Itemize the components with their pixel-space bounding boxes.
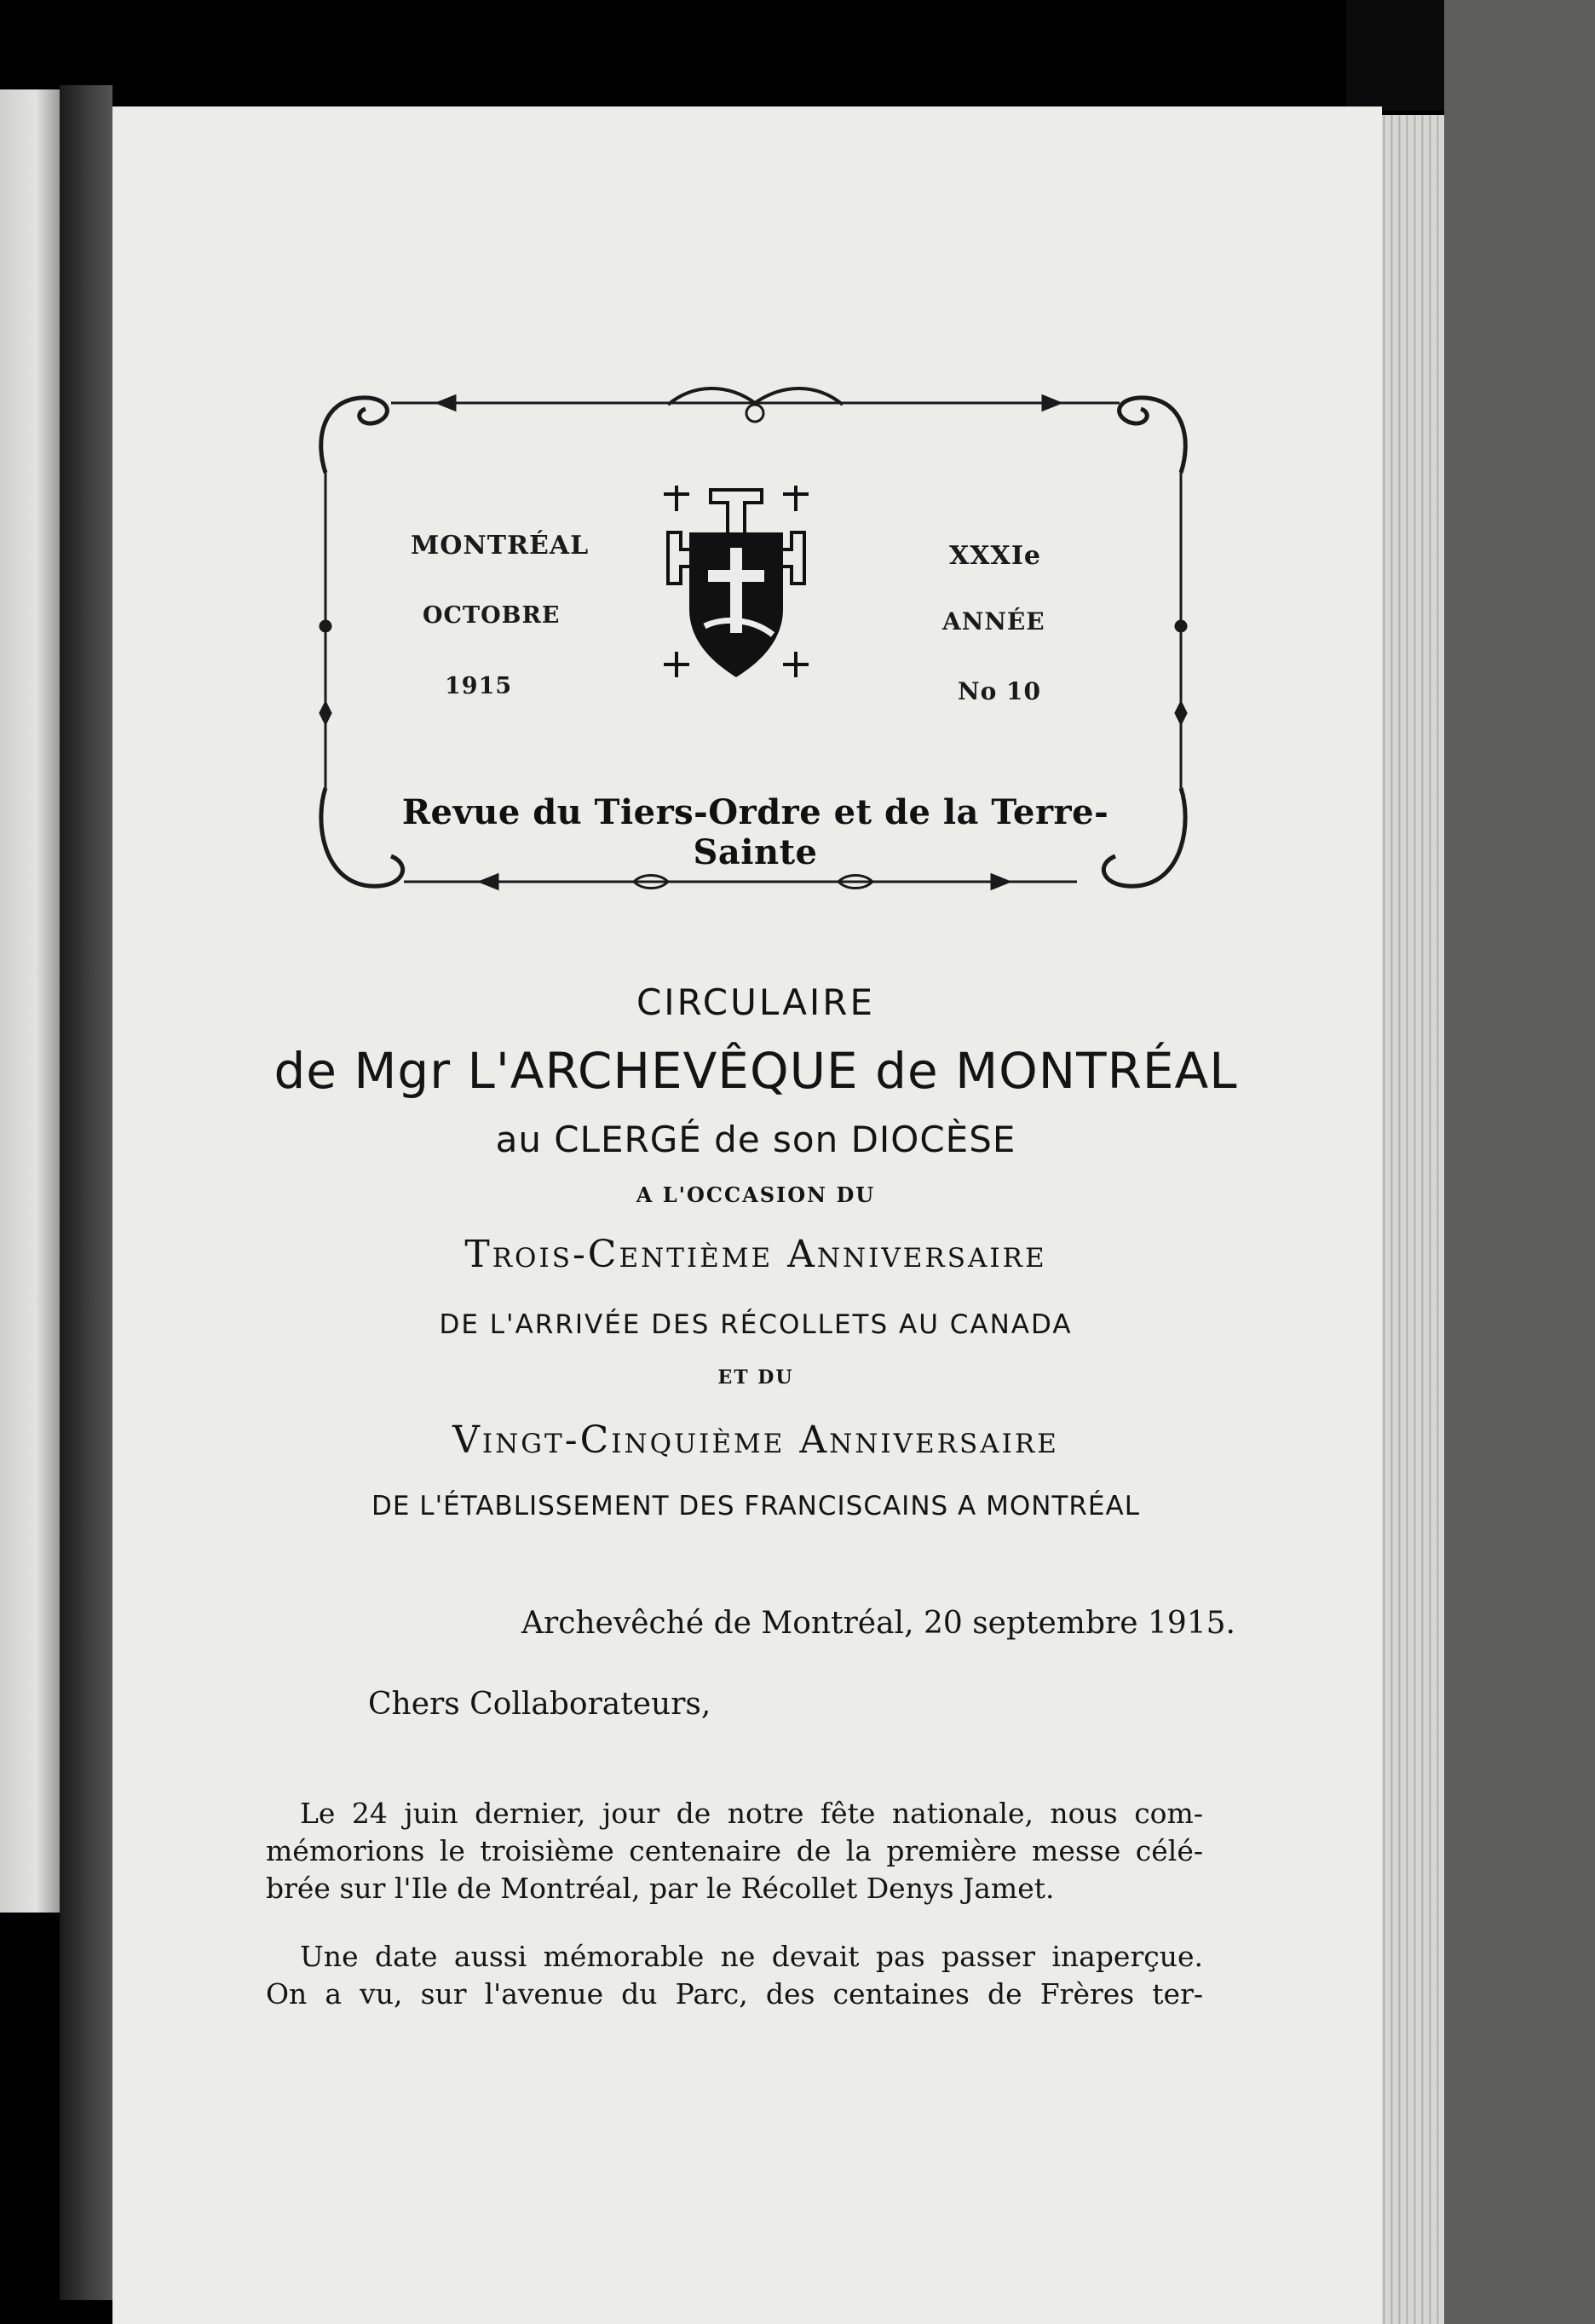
jerusalem-cross-emblem-icon bbox=[630, 481, 843, 694]
background-margin bbox=[1444, 0, 1595, 2324]
vingt-cinquieme-heading: Vingt-Cinquième Anniversaire bbox=[452, 1418, 1059, 1462]
occasion-heading: A L'OCCASION DU bbox=[636, 1182, 876, 1207]
letter-dateline: Archevêché de Montréal, 20 septembre 1915. bbox=[521, 1606, 1236, 1641]
masthead-month: OCTOBRE bbox=[423, 602, 561, 629]
et-du-heading: ET DU bbox=[717, 1366, 794, 1389]
circulaire-heading: CIRCULAIRE bbox=[636, 981, 876, 1023]
masthead-year: 1915 bbox=[445, 673, 513, 699]
clerge-heading: au CLERGÉ de son DIOCÈSE bbox=[495, 1119, 1016, 1160]
revue-title: Revue du Tiers-Ordre et de la Terre-Sainte bbox=[401, 792, 1109, 872]
arrivee-heading: DE L'ARRIVÉE DES RÉCOLLETS AU CANADA bbox=[439, 1309, 1073, 1340]
document-page bbox=[112, 106, 1382, 2324]
paragraph-line: brée sur l'Ile de Montréal, par le Récollet Denys Jamet. bbox=[266, 1872, 1055, 1905]
etablissement-heading: DE L'ÉTABLISSEMENT DES FRANCISCAINS A MONTRÉAL bbox=[371, 1491, 1140, 1522]
masthead-volume: XXXIe bbox=[949, 541, 1041, 571]
masthead-annee: ANNÉE bbox=[942, 607, 1045, 636]
letter-paragraph-1 bbox=[266, 1795, 1203, 1907]
masthead-city: MONTRÉAL bbox=[411, 531, 590, 561]
book-gutter bbox=[60, 85, 112, 2300]
paragraph-line: Le 24 juin dernier, jour de notre fête nationale, nous com- bbox=[300, 1797, 1203, 1830]
letter-salutation: Chers Collaborateurs, bbox=[368, 1687, 711, 1722]
trois-centieme-heading: Trois-Centième Anniversaire bbox=[464, 1233, 1047, 1276]
masthead bbox=[310, 379, 1201, 906]
paragraph-line: On a vu, sur l'avenue du Parc, des centaines de Frères ter- bbox=[266, 1977, 1203, 2010]
archeveque-heading: de Mgr L'ARCHEVÊQUE de MONTRÉAL bbox=[274, 1042, 1238, 1100]
masthead-number: No 10 bbox=[958, 677, 1041, 705]
previous-page-edge bbox=[0, 89, 60, 1913]
paragraph-line: mémorions le troisième centenaire de la première messe célé- bbox=[266, 1834, 1203, 1867]
paragraph-line: Une date aussi mémorable ne devait pas passer inaperçue. bbox=[300, 1940, 1203, 1973]
letter-paragraph-2 bbox=[266, 1938, 1203, 2013]
